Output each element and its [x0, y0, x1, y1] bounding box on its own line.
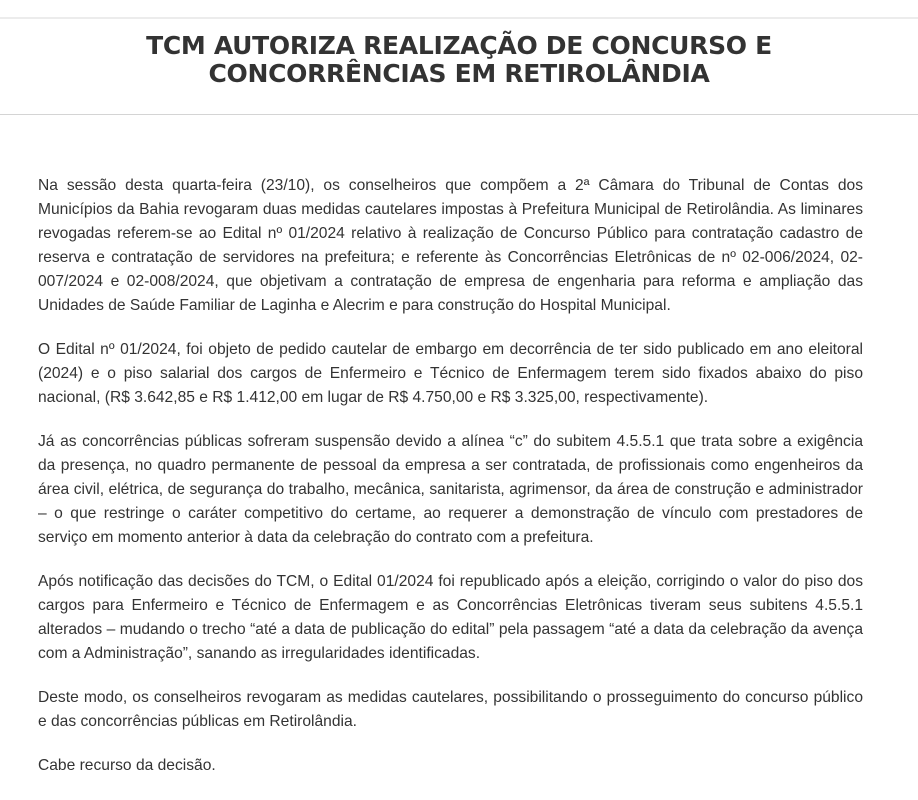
- article-paragraph: Deste modo, os conselheiros revogaram as medidas cautelares, possibilitando o prosseguimento do concurso público e das concorrências públicas em Retirolândia.: [38, 689, 863, 730]
- article-paragraph: Cabe recurso da decisão.: [38, 757, 216, 774]
- article-body: [38, 174, 863, 798]
- article-paragraph: Na sessão desta quarta-feira (23/10), os conselheiros que compõem a 2ª Câmara do Tribunal de Contas dos Municípios da Bahia revogaram duas medidas cautelares impostas à Prefeitura Municipal de Retirolândia. As liminares revogadas referem-se ao Edital nº 01/2024 relativo à realização de Concurso Público para contratação cadastro de reserva e contratação de servidores na prefeitura; e referente às Concorrências Eletrônicas de nº 02-006/2024, 02-007/2024 e 02-008/2024, que objetivam a contratação de empresa de engenharia para reforma e ampliação das Unidades de Saúde Familiar de Laginha e Alecrim e para construção do Hospital Municipal.: [38, 177, 863, 314]
- page-title-line-1: TCM AUTORIZA REALIZAÇÃO DE CONCURSO E: [146, 31, 772, 60]
- page-title-line-2: CONCORRÊNCIAS EM RETIROLÂNDIA: [208, 59, 710, 88]
- page-title: [0, 32, 918, 88]
- article-paragraph: O Edital nº 01/2024, foi objeto de pedido cautelar de embargo em decorrência de ter sido publicado em ano eleitoral (2024) e o piso salarial dos cargos de Enfermeiro e Técnico de Enfermagem terem sido fixados abaixo do piso nacional, (R$ 3.642,85 e R$ 1.412,00 em lugar de R$ 4.750,00 e R$ 3.325,00, respectivamente).: [38, 341, 863, 406]
- article-paragraph: Já as concorrências públicas sofreram suspensão devido a alínea “c” do subitem 4.5.5.1 que trata sobre a exigência da presença, no quadro permanente de pessoal da empresa a ser contratada, de profissionais como engenheiros da área civil, elétrica, de segurança do trabalho, mecânica, sanitarista, agrimensor, da área de construção e administrador – o que restringe o caráter competitivo do certame, ao requerer a demonstração de vínculo com prestadores de serviço em momento anterior à data da celebração do contrato com a prefeitura.: [38, 433, 863, 546]
- article-paragraph: Após notificação das decisões do TCM, o Edital 01/2024 foi republicado após a eleição, corrigindo o valor do piso dos cargos para Enfermeiro e Técnico de Enfermagem e as Concorrências Eletrônicas tiveram seus subitens 4.5.5.1 alterados – mudando o trecho “até a data de publicação do edital” pela passagem “até a data da celebração da avença com a Administração”, sanando as irregularidades identificadas.: [38, 573, 863, 662]
